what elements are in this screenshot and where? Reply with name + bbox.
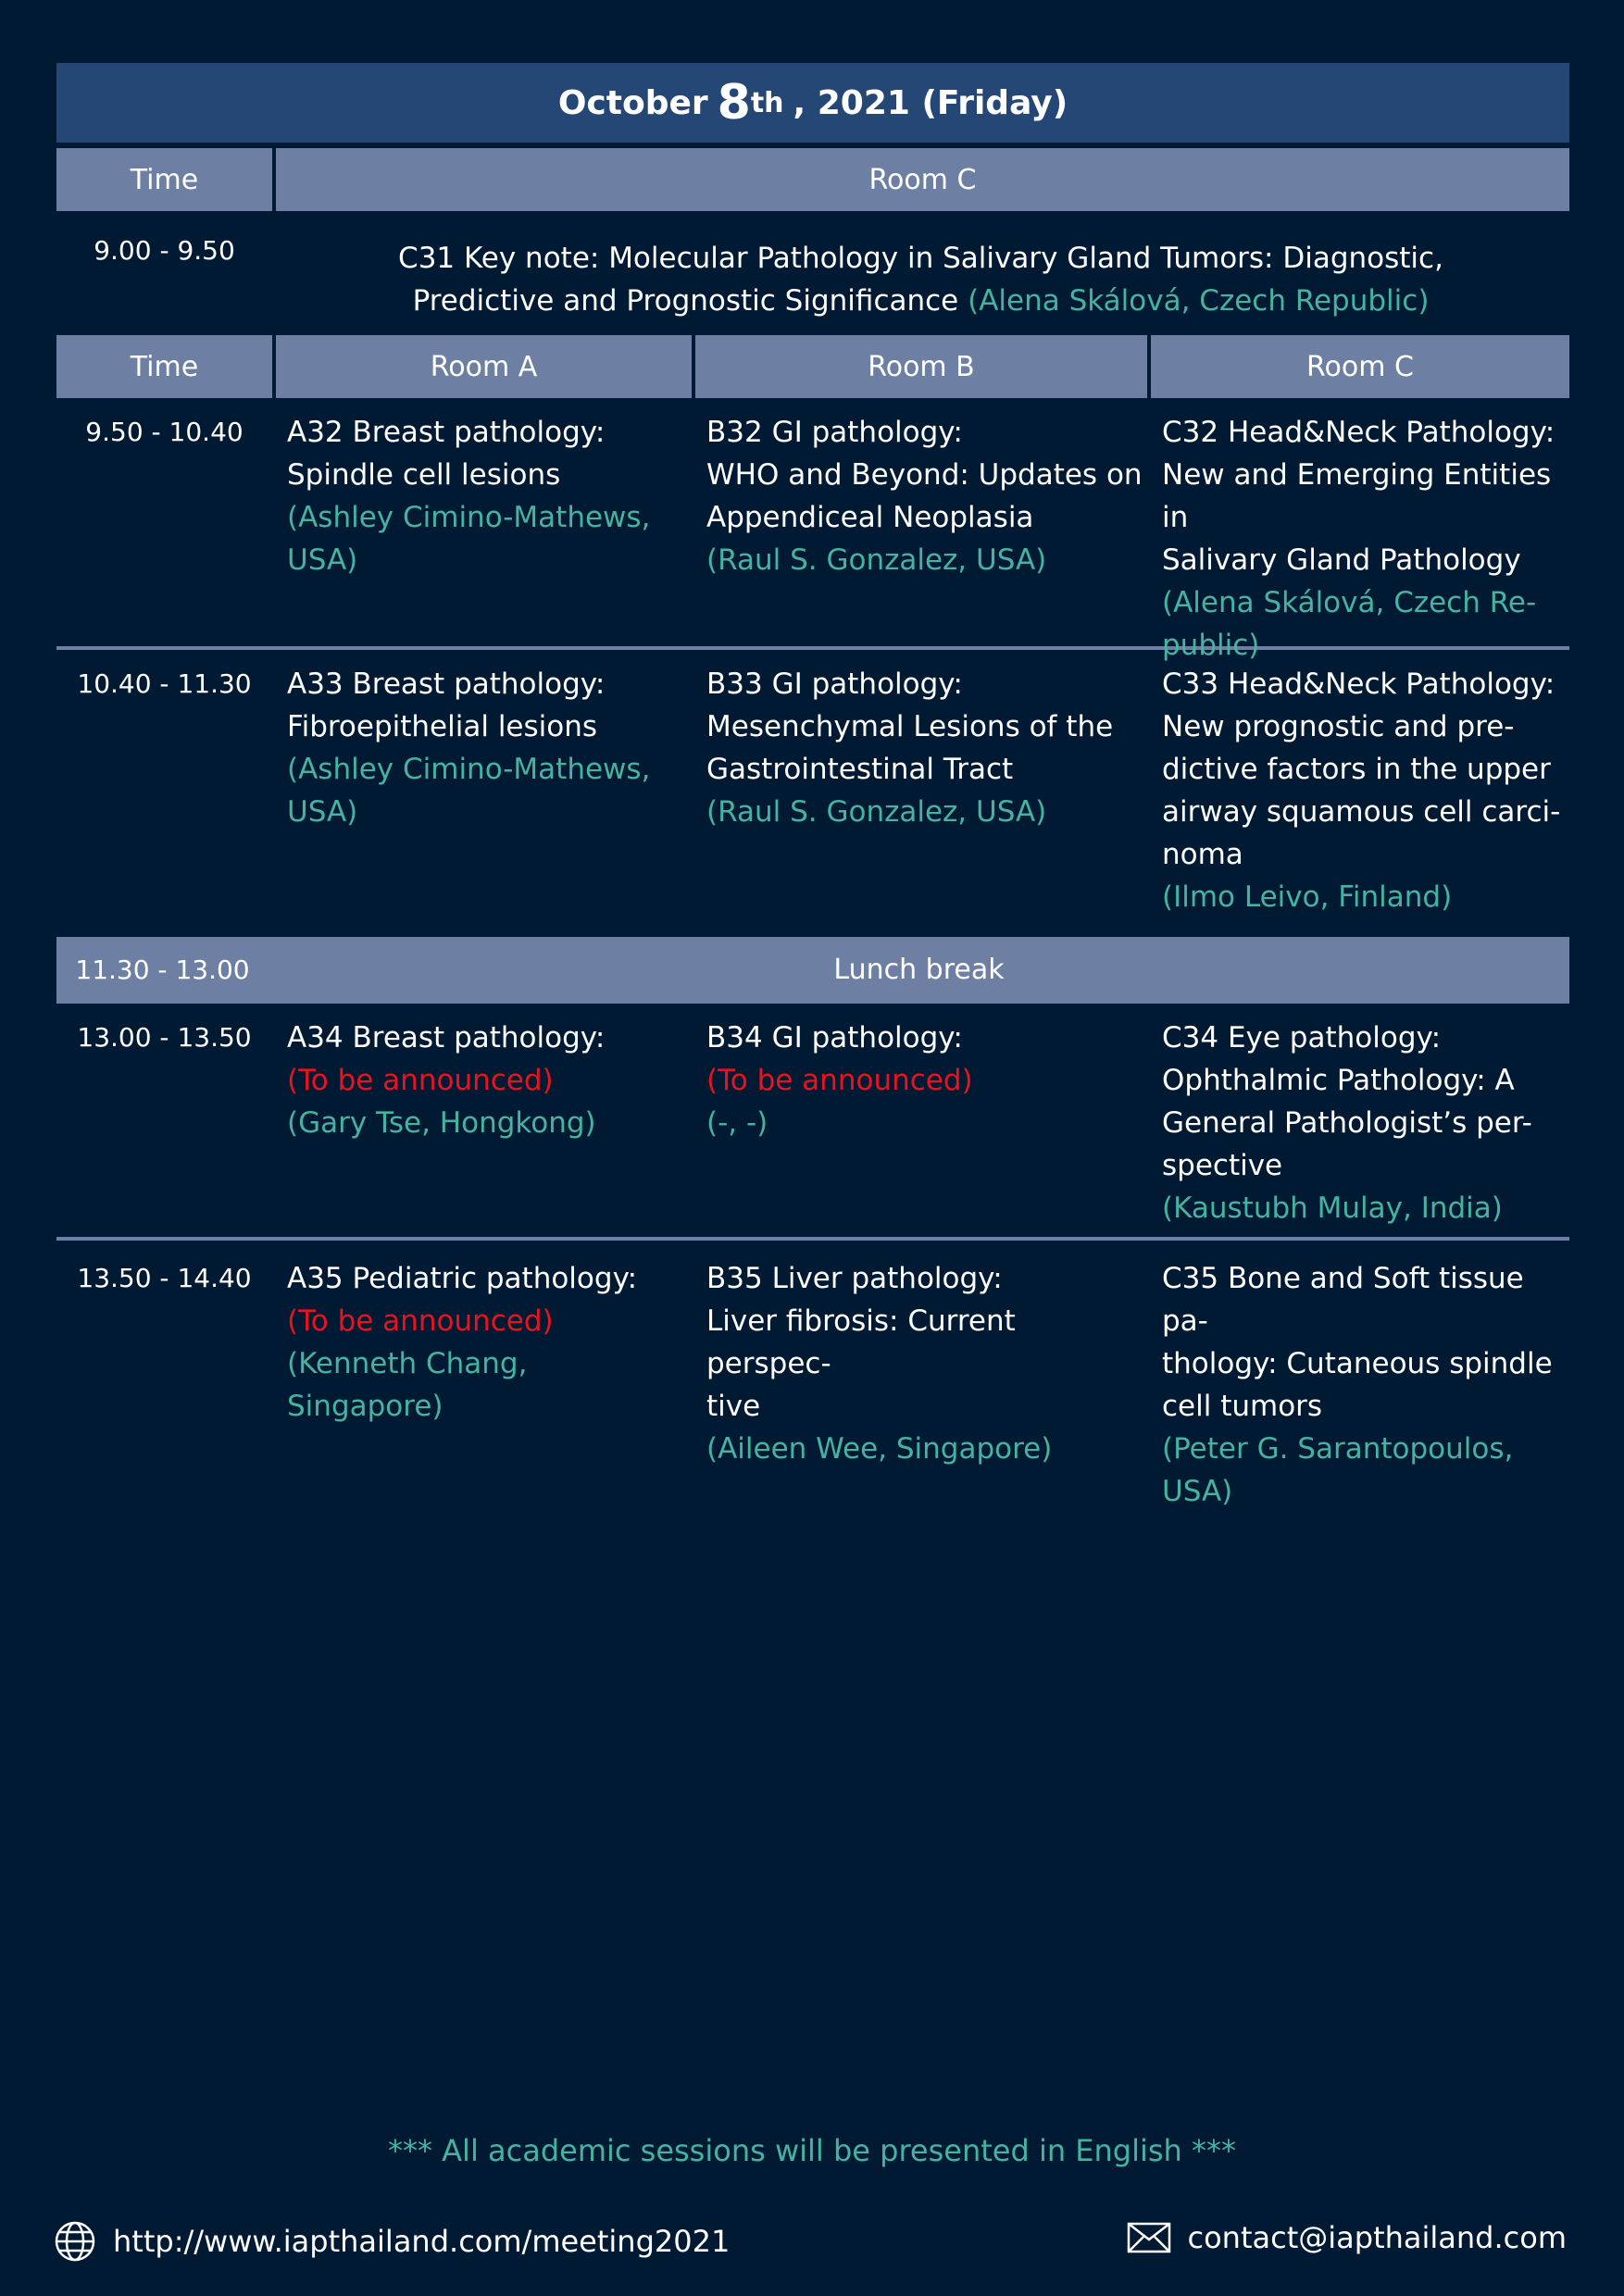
- keynote-row: [56, 211, 1569, 335]
- session-speaker: public): [1162, 629, 1260, 662]
- session-row: [56, 1241, 1569, 1508]
- session-speaker: (Ashley Cimino-Mathews,: [287, 501, 651, 534]
- lunch-break-row: [56, 937, 1569, 1004]
- day-title-suffix: th: [750, 86, 784, 119]
- session-tba: (To be announced): [706, 1064, 973, 1097]
- session-row: [56, 650, 1569, 937]
- session-title-line: A35 Pediatric pathology:: [287, 1262, 638, 1295]
- session-room-a: [272, 1257, 692, 1481]
- keynote-room-header: Room C: [276, 148, 1569, 211]
- session-speaker: (Peter G. Sarantopoulos,: [1162, 1432, 1514, 1466]
- session-title-line: airway squamous cell carci-: [1162, 795, 1561, 829]
- keynote-speaker: (Alena Skálová, Czech Republic): [968, 284, 1430, 318]
- session-title-line: Salivary Gland Pathology: [1162, 543, 1521, 577]
- session-speaker: (Gary Tse, Hongkong): [287, 1106, 596, 1140]
- session-speaker: (Alena Skálová, Czech Re-: [1162, 586, 1537, 619]
- room-c-header: Room C: [1151, 335, 1569, 398]
- envelope-icon: [1127, 2222, 1171, 2253]
- session-title-line: spective: [1162, 1149, 1283, 1182]
- session-title-line: C33 Head&Neck Pathology:: [1162, 668, 1555, 701]
- session-room-c: [1147, 663, 1569, 937]
- session-room-c: [1147, 400, 1569, 662]
- session-time: 13.00 - 13.50: [77, 1022, 252, 1053]
- day-title: [56, 63, 1569, 143]
- session-room-a: [272, 663, 692, 937]
- session-tba: (To be announced): [287, 1304, 554, 1338]
- session-time: 10.40 - 11.30: [77, 668, 252, 699]
- session-title-line: Appendiceal Neoplasia: [706, 501, 1034, 534]
- keynote-title-line2: Predictive and Prognostic Significance: [412, 284, 959, 318]
- session-room-a: [272, 400, 692, 646]
- keynote-body: [272, 211, 1569, 335]
- session-speaker: (Kenneth Chang, Singapore): [287, 1347, 528, 1423]
- session-time: 9.50 - 10.40: [85, 417, 244, 447]
- session-title-line: WHO and Beyond: Updates on: [706, 458, 1143, 492]
- session-speaker: (Raul S. Gonzalez, USA): [706, 795, 1047, 829]
- keynote-time-header: Time: [56, 148, 272, 211]
- session-title-line: A34 Breast pathology:: [287, 1021, 606, 1054]
- day-title-day: 8: [717, 75, 751, 131]
- session-speaker: (Aileen Wee, Singapore): [706, 1432, 1053, 1466]
- session-title-line: tive: [706, 1390, 761, 1423]
- session-title-line: General Pathologist’s per-: [1162, 1106, 1532, 1140]
- session-speaker: (Raul S. Gonzalez, USA): [706, 543, 1047, 577]
- keynote-header-row: [56, 148, 1569, 211]
- session-speaker: USA): [1162, 1475, 1233, 1508]
- session-title-line: New prognostic and pre-: [1162, 710, 1515, 743]
- rooms-time-header: Time: [56, 335, 272, 398]
- email-link[interactable]: [1127, 2220, 1568, 2255]
- session-title-line: A32 Breast pathology:: [287, 416, 606, 449]
- session-title-line: Spindle cell lesions: [287, 458, 561, 492]
- email-address[interactable]: contact@iapthailand.com: [1187, 2220, 1567, 2255]
- session-speaker: (Ashley Cimino-Mathews,: [287, 753, 651, 786]
- website-url[interactable]: http://www.iapthailand.com/meeting2021: [113, 2224, 731, 2259]
- session-title-line: B33 GI pathology:: [706, 668, 963, 701]
- session-row: [56, 1004, 1569, 1241]
- day-title-rest: , 2021 (Friday): [793, 83, 1068, 122]
- session-title-line: New and Emerging Entities in: [1162, 458, 1552, 534]
- room-b-header: Room B: [695, 335, 1147, 398]
- session-speaker: USA): [287, 795, 358, 829]
- session-title-line: B34 GI pathology:: [706, 1021, 963, 1054]
- session-speaker: (Kaustubh Mulay, India): [1162, 1192, 1503, 1225]
- program-sheet: [56, 63, 1569, 1508]
- session-title-line: thology: Cutaneous spindle: [1162, 1347, 1553, 1380]
- session-title-line: Ophthalmic Pathology: A: [1162, 1064, 1515, 1097]
- session-title-line: B32 GI pathology:: [706, 416, 963, 449]
- session-tba: (To be announced): [287, 1064, 554, 1097]
- keynote-time: 9.00 - 9.50: [94, 235, 235, 266]
- keynote-title-line1: C31 Key note: Molecular Pathology in Salivary Gland Tumors: Diagnostic,: [398, 242, 1443, 275]
- session-title-line: noma: [1162, 838, 1243, 871]
- session-room-a: [272, 1017, 692, 1237]
- website-link[interactable]: [54, 2220, 730, 2263]
- globe-icon: [54, 2220, 96, 2263]
- session-room-b: [692, 663, 1147, 937]
- session-title-line: A33 Breast pathology:: [287, 668, 606, 701]
- rooms-header-row: [56, 335, 1569, 398]
- lunch-time: 11.30 - 13.00: [56, 937, 272, 1004]
- session-room-b: [692, 1017, 1147, 1237]
- session-speaker: USA): [287, 543, 358, 577]
- session-room-c: [1147, 1017, 1569, 1237]
- session-title-line: Liver fibrosis: Current perspec-: [706, 1304, 1016, 1380]
- session-title-line: dictive factors in the upper: [1162, 753, 1551, 786]
- language-notice: *** All academic sessions will be presented in English ***: [387, 2133, 1236, 2168]
- session-title-line: cell tumors: [1162, 1390, 1323, 1423]
- session-title-line: B35 Liver pathology:: [706, 1262, 1003, 1295]
- session-speaker: (Ilmo Leivo, Finland): [1162, 880, 1453, 914]
- session-time: 13.50 - 14.40: [77, 1263, 252, 1293]
- session-title-line: C35 Bone and Soft tissue pa-: [1162, 1262, 1524, 1338]
- session-title-line: Gastrointestinal Tract: [706, 753, 1014, 786]
- session-room-c: [1147, 1257, 1569, 1508]
- room-a-header: Room A: [276, 335, 692, 398]
- session-speaker: (-, -): [706, 1106, 768, 1140]
- session-room-b: [692, 1257, 1147, 1481]
- session-row: [56, 398, 1569, 662]
- session-room-b: [692, 400, 1147, 646]
- lunch-label: Lunch break: [833, 954, 1005, 986]
- session-title-line: C32 Head&Neck Pathology:: [1162, 416, 1555, 449]
- session-title-line: C34 Eye pathology:: [1162, 1021, 1442, 1054]
- session-title-line: Mesenchymal Lesions of the: [706, 710, 1114, 743]
- day-title-month: October: [557, 83, 708, 122]
- session-title-line: Fibroepithelial lesions: [287, 710, 598, 743]
